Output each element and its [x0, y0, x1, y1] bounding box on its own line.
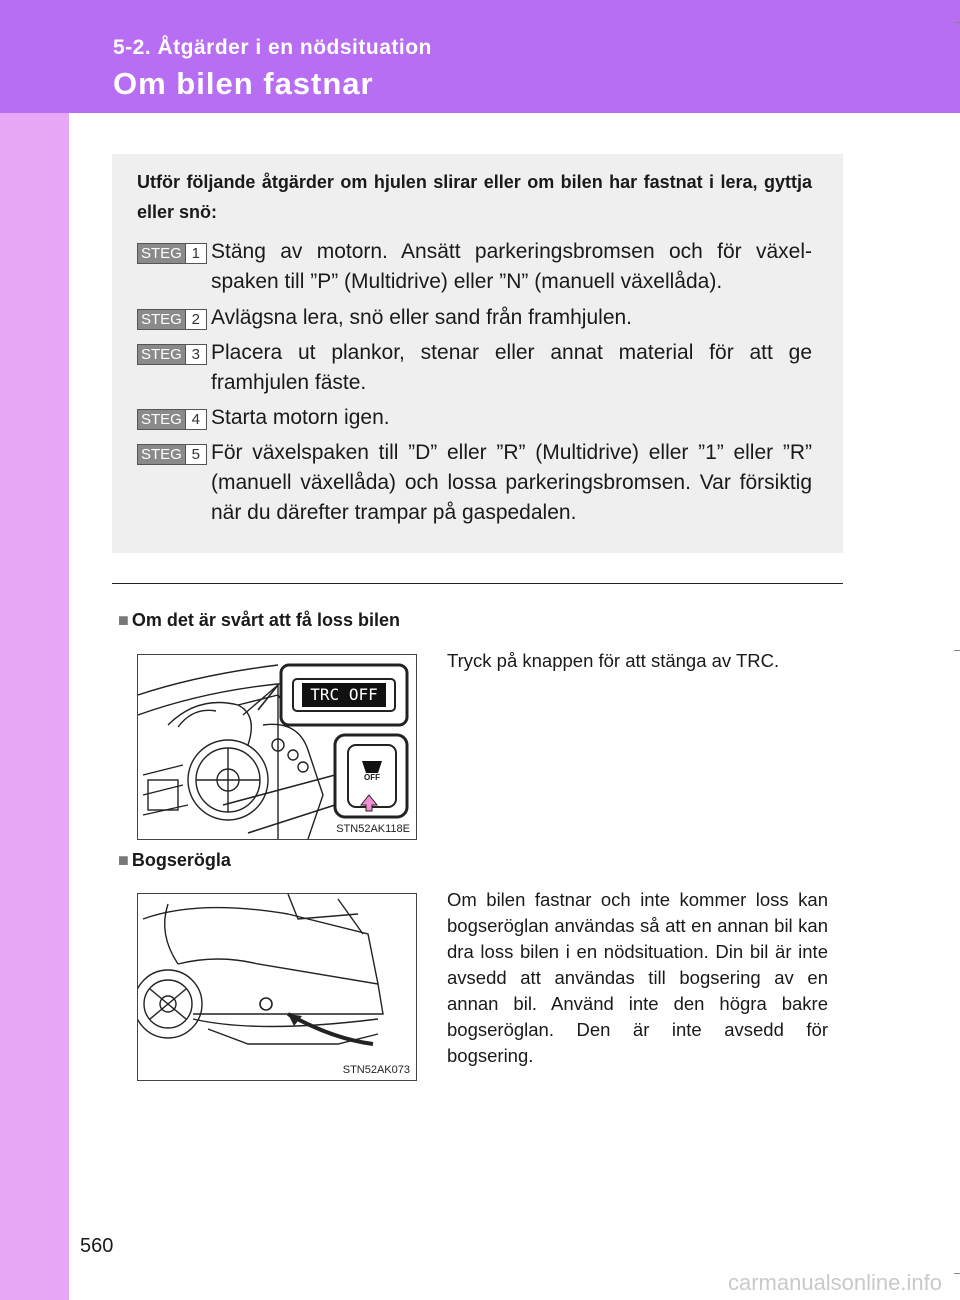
step-3 — [137, 338, 812, 398]
trc-figure — [137, 654, 417, 840]
trc-instruction: Tryck på knappen för att stänga av TRC. — [447, 650, 780, 671]
step-badge: STEG 4 — [137, 409, 207, 430]
crop-mark — [954, 22, 960, 23]
step-badge: STEG 1 — [137, 243, 207, 264]
step-2 — [137, 303, 812, 333]
trc-off-label: TRC OFF — [310, 685, 378, 704]
rear-bumper-illustration — [138, 894, 416, 1080]
left-color-strip — [0, 0, 69, 1300]
section-divider — [112, 583, 843, 584]
step-text: Stäng av motorn. Ansätt parkeringsbromsen och för växel-spaken till ”P” (Multidrive) eller ”N” (manuell växellåda). — [211, 240, 812, 293]
towing-eye-figure — [137, 893, 417, 1081]
page-title: Om bilen fastnar — [113, 66, 374, 101]
figure-code: STN52AK073 — [342, 1064, 410, 1076]
figure-code: STN52AK118E — [336, 823, 410, 835]
switch-off-label: OFF — [364, 773, 380, 782]
step-4 — [137, 403, 812, 433]
towing-eye-description: Om bilen fastnar och inte kommer loss kan bogseröglan användas så att en annan bil kan dra loss bilen i en nödsituation. Din bil är inte avsedd att användas till bogsering av en annan bil. Använd inte den högra bakre bogseröglan. Den är inte avsedd för bogsering. — [447, 889, 828, 1066]
step-text: För växelspaken till ”D” eller ”R” (Multidrive) eller ”1” eller ”R” (manuell växellåda) och lossa parkeringsbromsen. Var försiktig när du därefter trampar på gaspedalen. — [211, 441, 812, 524]
section-label: 5-2. Åtgärder i en nödsituation — [113, 36, 432, 59]
subheading-towing-eye: ■ Bogserögla — [118, 850, 231, 870]
step-text: Starta motorn igen. — [211, 406, 390, 429]
page-number: 560 — [80, 1235, 114, 1257]
subheading-trc: ■ Om det är svårt att få loss bilen — [118, 610, 400, 630]
step-text: Placera ut plankor, stenar eller annat material för att ge framhjulen fäste. — [211, 341, 812, 394]
crop-mark — [954, 1273, 960, 1274]
step-text: Avlägsna lera, snö eller sand från framhjulen. — [211, 306, 633, 329]
procedure-intro: Utför följande åtgärder om hjulen slirar eller om bilen har fastnat i lera, gyttja eller snö: — [137, 172, 812, 222]
crop-mark — [954, 650, 960, 651]
step-badge: STEG 5 — [137, 444, 207, 465]
step-5 — [137, 438, 812, 528]
step-badge: STEG 2 — [137, 309, 207, 330]
page-header — [0, 0, 960, 113]
step-badge: STEG 3 — [137, 344, 207, 365]
step-1 — [137, 237, 812, 297]
watermark: carmanualsonline.info — [727, 1270, 942, 1295]
